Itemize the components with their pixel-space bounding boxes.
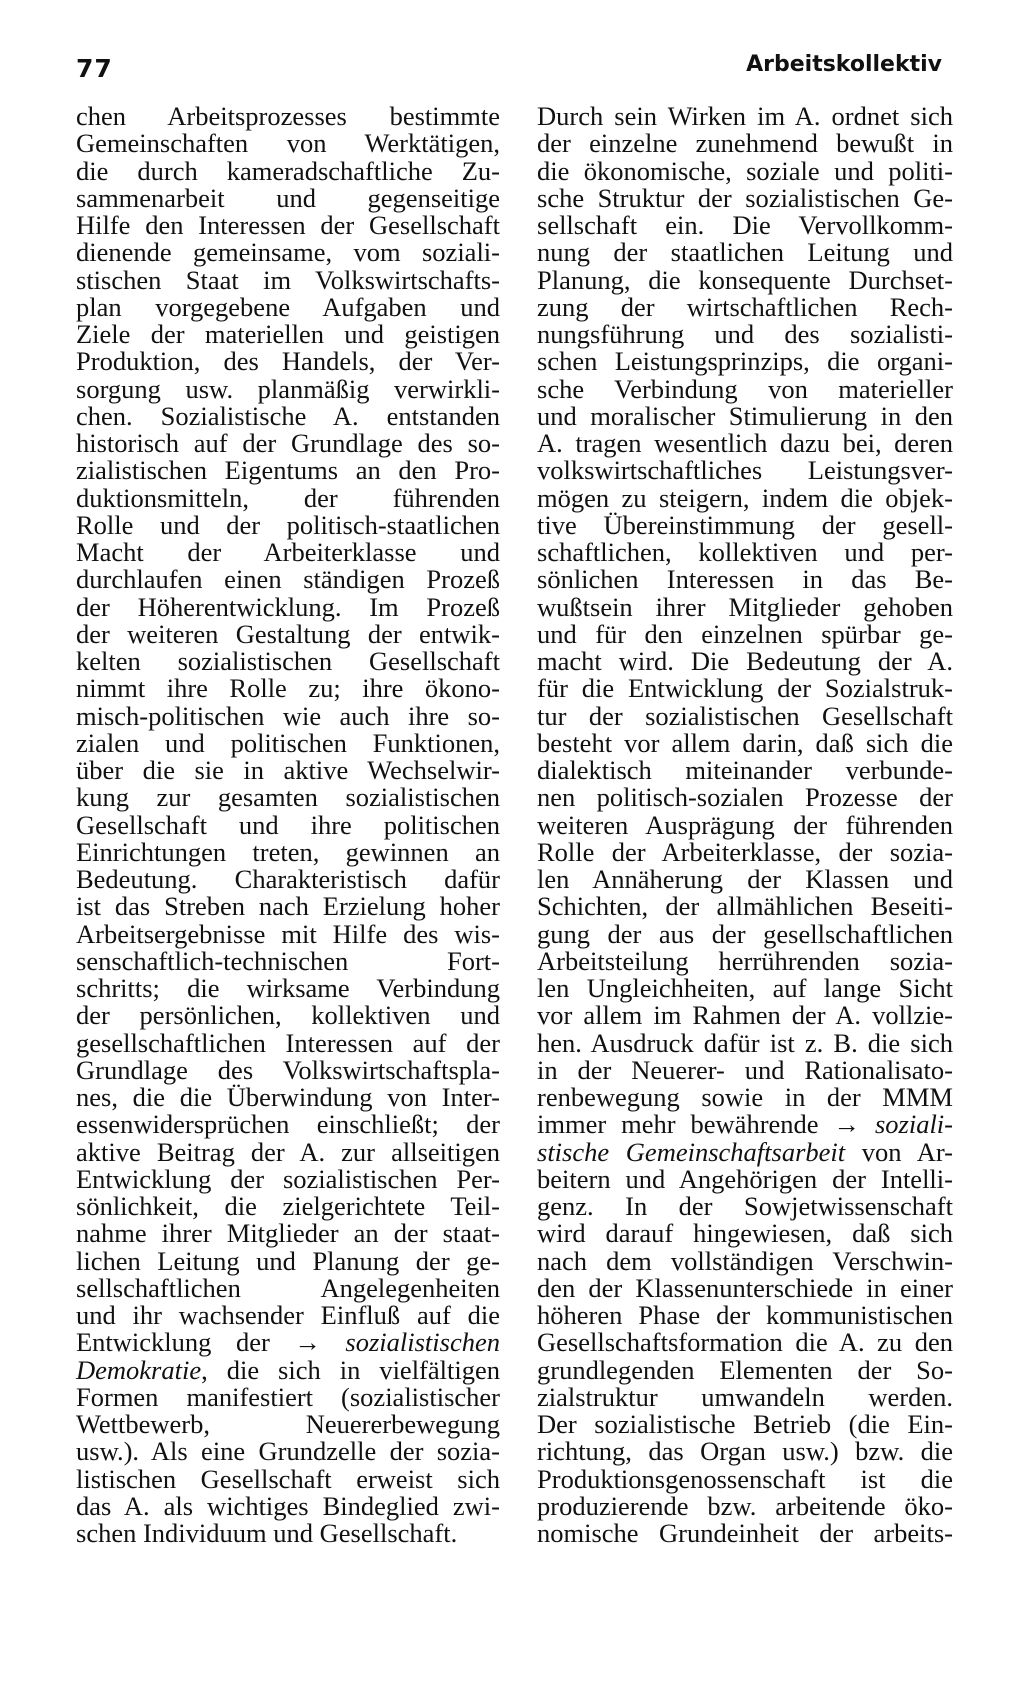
right-text-column [537, 103, 953, 1547]
text-line: essenwidersprüchen einschließt; der [76, 1109, 500, 1140]
text-line: der Höherentwicklung. Im Prozeß [76, 591, 500, 622]
text-line: und ihr wachsender Einfluß auf die [76, 1300, 500, 1330]
text-line: über die sie in aktive Wechselwir- [76, 755, 500, 785]
text-line: usw.). Als eine Grundzelle der sozia- [76, 1436, 500, 1467]
text-line: Macht der Arbeiterklasse und [76, 537, 500, 567]
text-line: Planung, die konsequente Durchset- [537, 264, 953, 295]
text-line: nes, die die Überwindung von Inter- [76, 1082, 500, 1112]
text-line: Demokratie, die sich in vielfältigen [76, 1354, 500, 1385]
text-line: Gesellschaft und ihre politischen [76, 809, 500, 840]
text-line: volkswirtschaftliches Leistungsver- [537, 455, 953, 486]
text-line: sorgung usw. planmäßig verwirkli- [76, 373, 500, 404]
text-line: Produktion, des Handels, der Ver- [76, 346, 500, 377]
text-line: sammenarbeit und gegenseitige [76, 182, 500, 213]
text-line: tur der sozialistischen Gesellschaft [537, 700, 953, 731]
text-line: sellschaft ein. Die Vervollkomm- [537, 210, 953, 240]
text-line: Arbeitsteilung herrührenden sozia- [537, 945, 953, 976]
text-line: listischen Gesellschaft erweist sich [76, 1463, 500, 1494]
text-line: duktionsmitteln, der führenden [76, 482, 500, 513]
text-line: lichen Leitung und Planung der ge- [76, 1245, 500, 1276]
page-number: 77 [76, 54, 113, 83]
text-line: senschaftlich-technischen Fort- [76, 945, 500, 976]
text-line: A. tragen wesentlich dazu bei, deren [537, 428, 953, 458]
text-line: zialen und politischen Funktionen, [76, 727, 500, 758]
text-line: Ziele der materiellen und geistigen [76, 319, 500, 349]
text-line: durchlaufen einen ständigen Prozeß [76, 564, 500, 595]
text-line: kelten sozialistischen Gesellschaft [76, 646, 500, 676]
text-line: das A. als wichtiges Bindeglied zwi- [76, 1490, 500, 1521]
text-line: produzierende bzw. arbeitende öko- [537, 1490, 953, 1521]
text-line: sönlichkeit, die zielgerichtete Teil- [76, 1191, 500, 1221]
text-line: nungsführung und des sozialisti- [537, 319, 953, 349]
text-line: ist das Streben nach Erzielung hoher [76, 891, 500, 922]
text-line: Rolle der Arbeiterklasse, der sozia- [537, 836, 953, 867]
text-line: macht wird. Die Bedeutung der A. [537, 646, 953, 676]
text-line: sche Verbindung von materieller [537, 373, 953, 404]
text-line: nach dem vollständigen Verschwin- [537, 1245, 953, 1276]
text-line: kung zur gesamten sozialistischen [76, 782, 500, 813]
text-line: in der Neuerer- und Rationalisato- [537, 1054, 953, 1085]
text-line: Durch sein Wirken im A. ordnet sich [537, 101, 953, 131]
cross-reference-term: Demokratie [76, 1354, 202, 1385]
text-line: für die Entwicklung der Sozialstruk- [537, 673, 953, 704]
text-line: historisch auf der Grundlage des so- [76, 428, 500, 458]
text-line: stischen Staat im Volkswirtschafts- [76, 264, 500, 295]
text-line: immer mehr bewährende → soziali- [537, 1109, 953, 1140]
text-line: weiteren Ausprägung der führenden [537, 809, 953, 840]
text-line: Formen manifestiert (sozialistischer [76, 1381, 500, 1412]
text-line: plan vorgegebene Aufgaben und [76, 291, 500, 322]
text-line: Entwicklung der → sozialistischen [76, 1327, 500, 1358]
text-line: Produktionsgenossenschaft ist die [537, 1463, 953, 1494]
text-line: Grundlage des Volkswirtschaftspla- [76, 1054, 500, 1085]
text-line: und für den einzelnen spürbar ge- [537, 618, 953, 649]
text-line: vor allem im Rahmen der A. vollzie- [537, 1000, 953, 1031]
left-text-column [76, 103, 500, 1547]
text-line: zialstruktur umwandeln werden. [537, 1381, 953, 1412]
text-line: Arbeitsergebnisse mit Hilfe des wis- [76, 918, 500, 949]
text-line: nomische Grundeinheit der arbeits- [537, 1518, 953, 1548]
text-line: wußtsein ihrer Mitglieder gehoben [537, 591, 953, 622]
text-line: Schichten, der allmählichen Beseiti- [537, 891, 953, 922]
text-line: richtung, das Organ usw.) bzw. die [537, 1436, 953, 1467]
text-line: stische Gemeinschaftsarbeit von Ar- [537, 1136, 954, 1167]
text-line: aktive Beitrag der A. zur allseitigen [76, 1136, 500, 1167]
text-line: Wettbewerb, Neuererbewegung [76, 1409, 500, 1439]
text-line: Gesellschaftsformation die A. zu den [537, 1327, 953, 1358]
text-line: besteht vor allem darin, daß sich die [537, 727, 953, 758]
text-line: genz. In der Sowjetwissenschaft [537, 1191, 953, 1221]
text-line: chen Arbeitsprozesses bestimmte [76, 101, 500, 131]
text-line: nung der staatlichen Leitung und [537, 237, 953, 268]
text-line: beitern und Angehörigen der Intelli- [537, 1163, 953, 1194]
text-line: tive Übereinstimmung der gesell- [537, 509, 953, 540]
text-line: nahme ihrer Mitglieder an der staat- [76, 1218, 500, 1249]
text-line: Gemeinschaften von Werktätigen, [76, 128, 500, 159]
cross-reference-term: soziali- [874, 1109, 953, 1140]
text-line: zung der wirtschaftlichen Rech- [537, 291, 953, 322]
text-line: hen. Ausdruck dafür ist z. B. die sich [537, 1027, 953, 1058]
text-line: schritts; die wirksame Verbindung [76, 973, 500, 1003]
text-line: len Ungleichheiten, auf lange Sicht [537, 973, 953, 1003]
text-line: len Annäherung der Klassen und [537, 864, 953, 894]
text-line: Bedeutung. Charakteristisch dafür [76, 864, 500, 894]
text-line: der persönlichen, kollektiven und [76, 1000, 500, 1031]
text-line: Einrichtungen treten, gewinnen an [76, 836, 500, 867]
text-line: misch-politischen wie auch ihre so- [76, 700, 500, 731]
text-line: sönlichen Interessen in das Be- [537, 564, 953, 595]
text-line: Der sozialistische Betrieb (die Ein- [537, 1409, 953, 1439]
text-line: zialistischen Eigentums an den Pro- [76, 455, 500, 486]
text-line: wird darauf hingewiesen, daß sich [537, 1218, 953, 1249]
running-head: Arbeitskollektiv [746, 52, 942, 77]
text-line: schen Leistungsprinzips, die organi- [537, 346, 953, 377]
text-line: nimmt ihre Rolle zu; ihre ökono- [76, 673, 500, 704]
cross-reference-term: sozialistischen [345, 1327, 500, 1358]
text-line: gesellschaftlichen Interessen auf der [76, 1027, 500, 1058]
text-line: dialektisch miteinander verbunde- [537, 755, 953, 785]
cross-reference-term: stische Gemeinschaftsarbeit [537, 1136, 846, 1167]
text-line: den der Klassenunterschiede in einer [537, 1272, 953, 1303]
text-line: die durch kameradschaftliche Zu- [76, 155, 500, 186]
text-line: mögen zu steigern, indem die objek- [537, 482, 953, 513]
text-line: dienende gemeinsame, vom soziali- [76, 237, 500, 268]
text-line: renbewegung sowie in der MMM [537, 1082, 953, 1112]
text-line: der einzelne zunehmend bewußt in [537, 128, 953, 159]
text-line: und moralischer Stimulierung in den [537, 400, 953, 431]
text-line: gung der aus der gesellschaftlichen [537, 918, 953, 949]
text-line: sellschaftlichen Angelegenheiten [76, 1272, 500, 1303]
text-line: höheren Phase der kommunistischen [537, 1300, 953, 1330]
text-line: schen Individuum und Gesellschaft. [76, 1518, 458, 1548]
text-line: Hilfe den Interessen der Gesellschaft [76, 210, 500, 240]
text-line: die ökonomische, soziale und politi- [537, 155, 953, 186]
text-line: sche Struktur der sozialistischen Ge- [537, 182, 953, 213]
text-line: nen politisch-sozialen Prozesse der [537, 782, 953, 813]
text-line: Entwicklung der sozialistischen Per- [76, 1163, 500, 1194]
text-line: grundlegenden Elementen der So- [537, 1354, 953, 1385]
text-line: Rolle und der politisch-staatlichen [76, 509, 500, 540]
text-line: chen. Sozialistische A. entstanden [76, 400, 500, 431]
text-line: schaftlichen, kollektiven und per- [537, 537, 953, 567]
text-line: der weiteren Gestaltung der entwik- [76, 618, 500, 649]
